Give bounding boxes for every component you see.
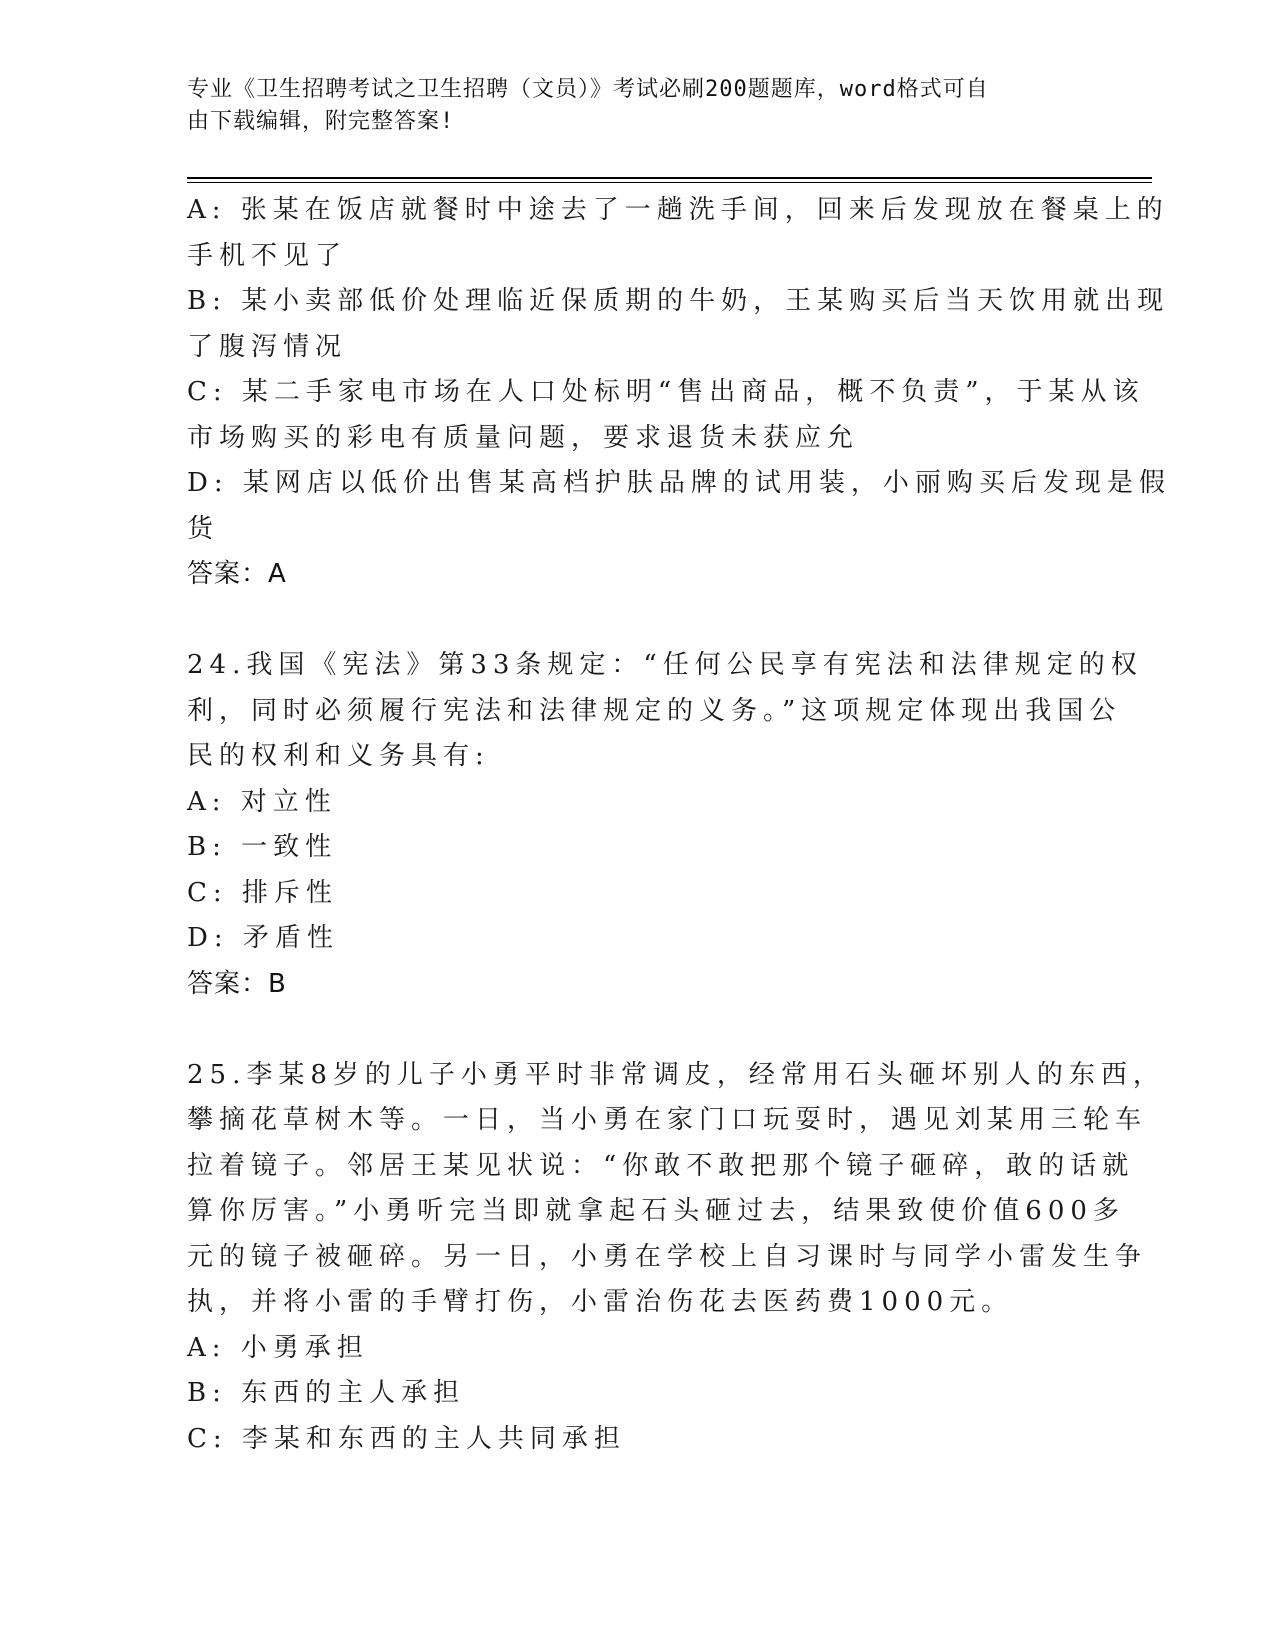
question-stem-line: 25.李某8岁的儿子小勇平时非常调皮，经常用石头砸坏别人的东西， [187,1059,1165,1090]
question-stem-line: 攀摘花草树木等。一日，当小勇在家门口玩耍时，遇见刘某用三轮车 [187,1105,1148,1135]
option-c: C: 排斥性 [187,877,338,908]
option-c [187,370,1145,461]
option-a: A: 小勇承担 [187,1332,369,1363]
spacer [187,1007,1067,1053]
document-header [187,74,1067,138]
option-d: D: 矛盾性 [187,923,339,953]
option-line: C: 某二手家电市场在人口处标明“售出商品，概不负责”，于某从该 [187,377,1145,407]
header-divider-thick [187,177,1152,179]
question-stem-line: 算你厉害。”小勇听完当即就拿起石头砸过去，结果致使价值600多 [187,1196,1125,1226]
question-stem-line: 利，同时必须履行宪法和法律规定的义务。”这项规定体现出我国公 [187,695,1122,726]
question-stem-line: 拉着镜子。邻居王某见状说：“你敢不敢把那个镜子砸碎，敢的话就 [187,1150,1135,1181]
option-d [187,461,1171,552]
option-line: 了腹泻情况 [187,331,348,362]
option-line: D: 某网店以低价出售某高档护肤品牌的试用装，小丽购买后发现是假 [187,468,1171,498]
answer: 答案：A [187,559,287,589]
option-a: A: 对立性 [187,786,337,817]
option-line: B: 某小卖部低价处理临近保质期的牛奶，王某购买后当天饮用就出现 [187,286,1170,316]
option-a [187,188,1169,279]
question-25 [187,1053,1165,1463]
question-stem-line: 24.我国《宪法》第33条规定：“任何公民享有宪法和法律规定的权 [187,650,1143,680]
header-line: 由下载编辑，附完整答案! [187,109,455,134]
spacer [187,598,1067,644]
question-stem-line: 元的镜子被砸碎。另一日，小勇在学校上自习课时与同学小雷发生争 [187,1241,1148,1272]
option-line: 手机不见了 [187,240,348,271]
option-b: B: 东西的主人承担 [187,1378,466,1408]
option-line: 货 [187,513,220,544]
question-24 [187,643,1143,1007]
question-stem-line: 执，并将小雷的手臂打伤，小雷治伤花去医药费1000元。 [187,1287,1014,1317]
option-line: A: 张某在饭店就餐时中途去了一趟洗手间，回来后发现放在餐桌上的 [187,195,1169,225]
option-b [187,279,1170,370]
document-body [187,188,1171,1462]
question-23 [187,188,1171,598]
question-stem-line: 民的权利和义务具有: [187,741,490,771]
header-line: 专业《卫生招聘考试之卫生招聘（文员）》考试必刷200题题库，word格式可自 [187,77,989,102]
header-divider-thin [187,182,1152,183]
option-line: 市场购买的彩电有质量问题，要求退货未获应允 [187,422,860,453]
option-b: B: 一致性 [187,832,338,862]
option-c: C: 李某和东西的主人共同承担 [187,1423,626,1454]
answer: 答案：B [187,968,287,999]
